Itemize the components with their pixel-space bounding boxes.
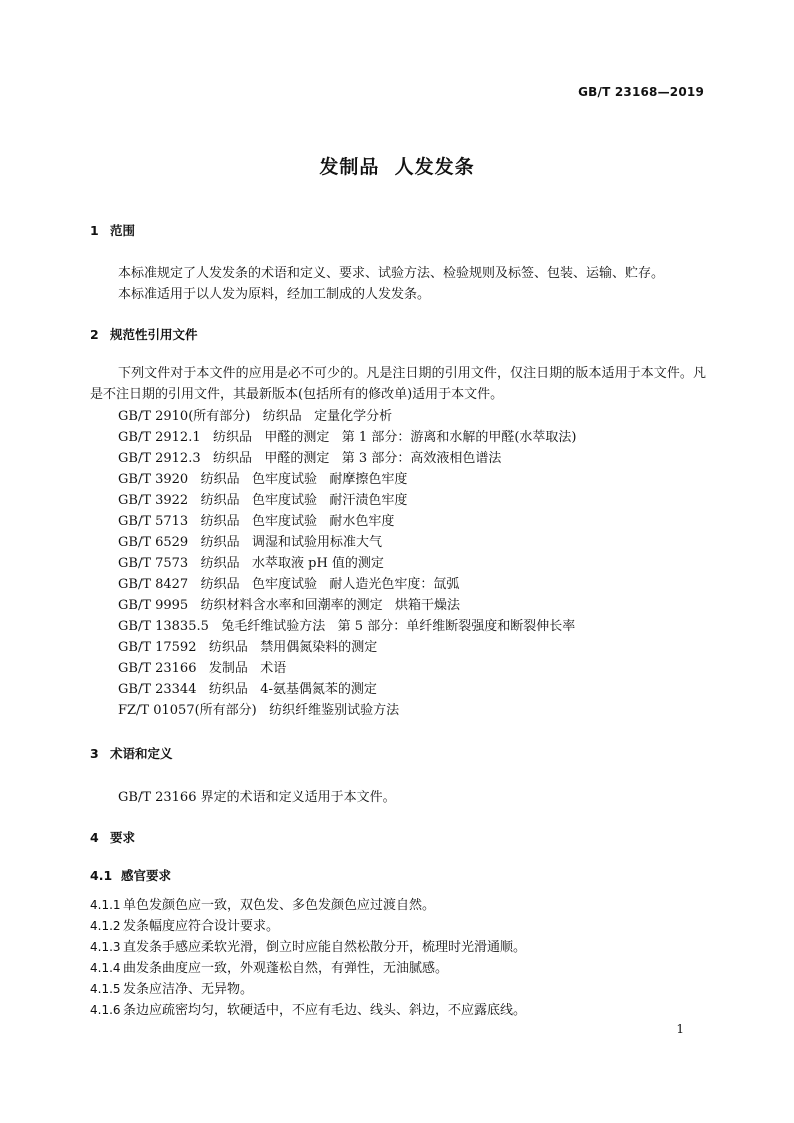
reference-item: GB/T 3922 纺织品 色牢度试验 耐汗渍色牢度 [118,493,408,508]
reference-item: GB/T 3920 纺织品 色牢度试验 耐摩擦色牢度 [118,472,408,487]
clause-number: 4.1.1 [90,898,121,912]
reference-item: GB/T 6529 纺织品 调湿和试验用标准大气 [118,535,382,550]
clause-item [90,895,526,916]
subsection-title: 感官要求 [121,868,172,883]
reference-item: GB/T 7573 纺织品 水萃取液 pH 值的测定 [118,556,384,571]
section-title: 规范性引用文件 [110,327,198,342]
clause-text: 发条应洁净、无异物。 [123,982,254,997]
subsection-4-1-heading [90,866,171,884]
reference-list [118,406,576,721]
section-number: 4 [90,830,99,845]
clause-item [90,958,526,979]
section-number: 3 [90,746,99,761]
clause-number: 4.1.6 [90,1003,121,1017]
scope-paragraph-2: 本标准适用于以人发为原料，经加工制成的人发发条。 [118,287,431,302]
terms-paragraph: GB/T 23166 界定的术语和定义适用于本文件。 [118,790,396,805]
section-title: 要求 [110,830,136,845]
section-3-heading [90,744,173,762]
reference-item: GB/T 17592 纺织品 禁用偶氮染料的测定 [118,640,378,655]
clause-item [90,979,526,1000]
section-4-heading [90,828,135,846]
subsection-number: 4.1 [90,868,113,883]
standard-number: GB/T 23168—2019 [578,85,704,99]
reference-item: GB/T 23344 纺织品 4-氨基偶氮苯的测定 [118,682,377,697]
section-number: 2 [90,327,99,342]
reference-item: GB/T 9995 纺织材料含水率和回潮率的测定 烘箱干燥法 [118,598,460,613]
clause-text: 单色发颜色应一致，双色发、多色发颜色应过渡自然。 [123,898,436,913]
section-number: 1 [90,223,99,238]
document-title: 发制品 人发发条 [319,156,475,178]
clause-number: 4.1.5 [90,982,121,996]
reference-item: GB/T 2910(所有部分) 纺织品 定量化学分析 [118,409,393,424]
reference-item: GB/T 8427 纺织品 色牢度试验 耐人造光色牢度：氙弧 [118,577,460,592]
section-title: 范围 [110,223,136,238]
section-title: 术语和定义 [110,746,173,761]
reference-item: GB/T 2912.1 纺织品 甲醛的测定 第 1 部分：游离和水解的甲醛(水萃取法) [118,430,577,445]
clause-item [90,937,526,958]
clause-number: 4.1.3 [90,940,121,954]
section-2-heading [90,325,198,343]
clause-item [90,916,526,937]
reference-item: GB/T 23166 发制品 术语 [118,661,287,676]
page-number: 1 [676,1022,684,1036]
scope-paragraph-1: 本标准规定了人发发条的术语和定义、要求、试验方法、检验规则及标签、包装、运输、贮存。 [118,266,665,281]
reference-item: GB/T 5713 纺织品 色牢度试验 耐水色牢度 [118,514,395,529]
clause-text: 条边应疏密均匀，软硬适中，不应有毛边、线头、斜边，不应露底线。 [123,1003,527,1018]
reference-item: GB/T 13835.5 兔毛纤维试验方法 第 5 部分：单纤维断裂强度和断裂伸长率 [118,619,576,634]
reference-item: GB/T 2912.3 纺织品 甲醛的测定 第 3 部分：高效液相色谱法 [118,451,502,466]
clause-number: 4.1.4 [90,961,121,975]
normative-intro: 下列文件对于本文件的应用是必不可少的。凡是注日期的引用文件，仅注日期的版本适用于本文件。凡是不注日期的引用文件，其最新版本(包括所有的修改单)适用于本文件。 [90,366,706,402]
clause-text: 曲发条曲度应一致，外观蓬松自然，有弹性，无油腻感。 [123,961,449,976]
clause-text: 发条幅度应符合设计要求。 [123,919,280,934]
section-1-heading [90,221,135,239]
clause-list [90,895,526,1021]
clause-text: 直发条手感应柔软光滑，倒立时应能自然松散分开，梳理时光滑通顺。 [123,940,527,955]
reference-item: FZ/T 01057(所有部分) 纺织纤维鉴别试验方法 [118,703,400,718]
clause-item [90,1000,526,1021]
clause-number: 4.1.2 [90,919,121,933]
